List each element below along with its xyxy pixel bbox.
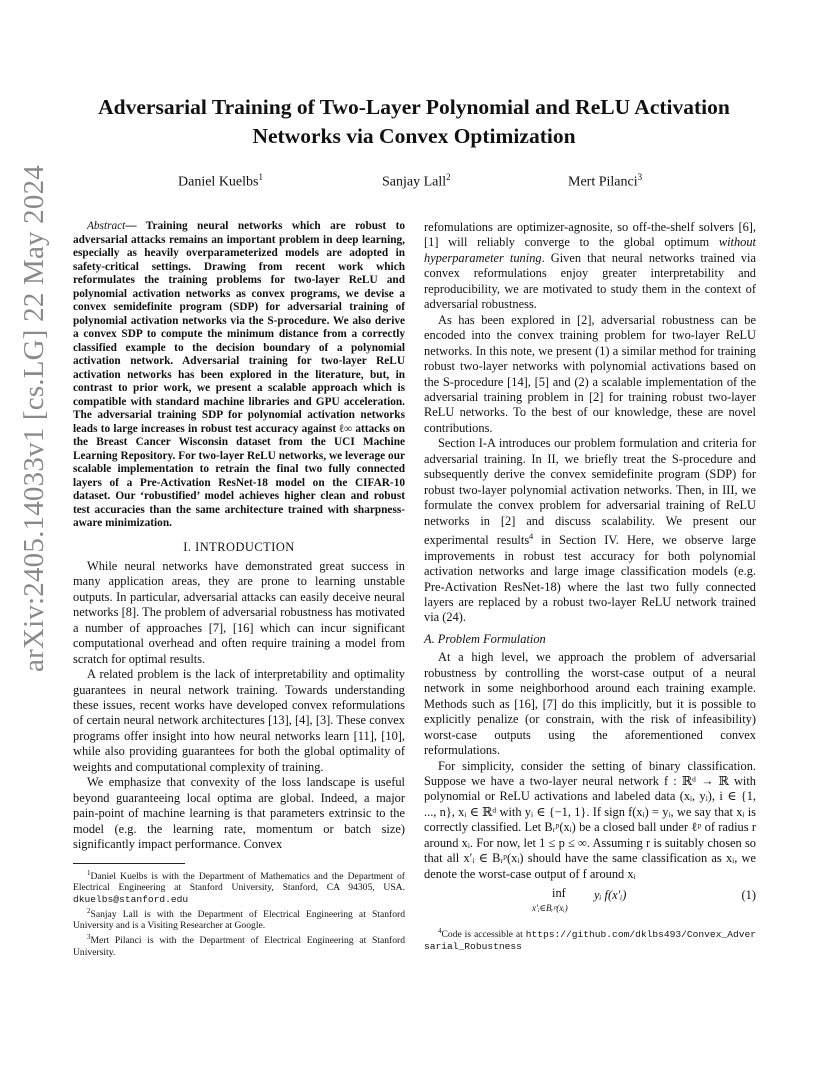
footnote-url[interactable]: https://github.com/dklbs493/Convex_Adversarial_Robustness bbox=[424, 929, 756, 952]
right-paragraph-3 bbox=[424, 436, 756, 626]
author-name: Sanjay Lall bbox=[382, 174, 447, 190]
right-column bbox=[424, 220, 756, 953]
footnote-mark: 2 bbox=[87, 906, 91, 915]
abstract-text: — Training neural networks which are robust to adversarial attacks remains an important problem in deep learning, especially as heavily overparameterized models are adopted in safety-critical settings. Drawing from recent work which reformulates the training problems for two-layer ReLU and polynomial activation networks as convex programs, we devise a convex semidefinite program (SDP) for adversarial training of polynomial activation networks via the S-procedure. We also derive a convex SDP to compute the minimum distance from a correctly classified example to the decision boundary of a polynomial activation network. Adversarial training for two-layer ReLU activation networks has been explored in the literature, but, in contrast to prior work, we present a scalable approach which is compatible with standard machine libraries and GPU acceleration. The adversarial training SDP for polynomial activation networks leads to large increases in robust test accuracy against ℓ∞ attacks on the Breast Cancer Wisconsin dataset from the UCI Machine Learning Repository. For two-layer ReLU networks, we leverage our scalable implementation to retrain the final two fully connected layers of a Pre-Activation ResNet-18 model on the CIFAR-10 dataset. Our ‘robustified’ model achieves higher clean and robust test accuracies than the same architecture trained with sharpness-aware minimization. bbox=[73, 220, 405, 529]
right-paragraph-2: As has been explored in [2], adversarial robustness can be encoded into the convex training problem for two-layer ReLU networks. In this note, we present (1) a similar method for training robust two-layer networks with polynomial activations based on the S-procedure [14], [5] and (2) a scalable implementation of the adversarial training problem in [2] for training robust two-layer ReLU networks. To the best of our knowledge, these are novel contributions. bbox=[424, 312, 756, 435]
author-mark: 2 bbox=[446, 172, 451, 182]
footnote-mark: 3 bbox=[87, 932, 91, 941]
footnote-2 bbox=[73, 906, 405, 932]
paragraph-text: refomulations are optimizer-agnosite, so off-the-shelf solvers [6], [1] will reliably converge to the global optimum bbox=[424, 220, 756, 250]
arxiv-identifier: arXiv:2405.14033v1 [cs.LG] 22 May 2024 bbox=[18, 165, 50, 672]
author-mark: 3 bbox=[637, 172, 643, 182]
paragraph-text: . Given that neural networks trained via convex reformulations enjoy greater interpretability and reproducibility, we are motivated to study them in the context of adversarial robustness. bbox=[424, 250, 756, 312]
author-2 bbox=[382, 172, 451, 191]
equation-body: yᵢ f(x′ᵢ) bbox=[594, 888, 627, 903]
author-name: Daniel Kuelbs bbox=[178, 174, 259, 190]
footnote-1 bbox=[73, 868, 405, 906]
footnote-mark: 4 bbox=[438, 927, 442, 936]
abstract bbox=[73, 220, 405, 531]
subsection-heading: A. Problem Formulation bbox=[424, 631, 546, 646]
footnote-mark: 1 bbox=[87, 868, 91, 877]
author-1 bbox=[178, 172, 263, 191]
footnote-text: Mert Pilanci is with the Department of Electrical Engineering at Stanford University. bbox=[73, 935, 405, 958]
footnote-text: Daniel Kuelbs is with the Department of Mathematics and the Department of Electrical Engineering at Stanford University, Stanford, CA 94305, USA. bbox=[73, 870, 405, 894]
intro-paragraph-3: We emphasize that convexity of the loss landscape is useful beyond guaranteeing local optima are global. Indeed, a major pain-point of machine learning is that parameters extrinsic to the model (e.g. the learning rate, momentum or batch size) significantly impact performance. Convex bbox=[73, 775, 405, 852]
equation-1 bbox=[424, 886, 756, 920]
intro-paragraph-2: A related problem is the lack of interpretability and optimality guarantees in neural network training. Towards understanding these issues, recent works have developed convex reformulations of certain neural network architectures [13], [4], [3]. These convex programs offer insight into how neural networks learn [11], [10], while also providing guarantees for both the global optimality of weights and computational complexity of training. bbox=[73, 667, 405, 774]
footnote-3 bbox=[73, 932, 405, 958]
paper-title: Adversarial Training of Two-Layer Polynomial and ReLU Activation Networks via Convex Optimization bbox=[98, 95, 730, 148]
paragraph-text: Section I-A introduces our problem formulation and criteria for adversarial training. In II, we briefly treat the S-procedure and subsequently derive the convex semidefinite program (SDP) for robust two-layer polynomial activation networks. Then, in III, we formulate the convex problem for adversarial training of ReLU networks in [2] and discuss scalability. We present our experimental results bbox=[424, 436, 756, 548]
right-paragraph-4: At a high level, we approach the problem of adversarial robustness by controlling the worst-case output of a neural network in some neighborhood around each training example. Methods such as [16], [7] do this implicitly, but it is possible to explicitly penalize (or constrain, with the risk of infeasibility) worst-case outputs using the aforementioned convex reformulations. bbox=[424, 650, 756, 758]
author-3 bbox=[568, 172, 642, 191]
paragraph-text: in Section IV. Here, we observe large improvements in robust test accuracy for both polynomial activation networks and large image classification models (e.g. Pre-Activation ResNet-18) where the last two fully connected layers are replaced by a robust two-layer ReLU network trained via (24). bbox=[424, 533, 756, 625]
footnote-email[interactable]: dkuelbs@stanford.edu bbox=[73, 893, 189, 905]
intro-paragraph-1: While neural networks have demonstrated great success in many application areas, they are prone to learning unstable outputs. In particular, adversarial attacks can easily deceive neural networks [8]. The problem of adversarial robustness has motivated a number of approaches [7], [16] which can incur significant computational overhead and often require training a model from scratch for optimal results. bbox=[73, 558, 405, 666]
equation-operator: inf bbox=[552, 886, 566, 901]
equation-number: (1) bbox=[741, 888, 756, 903]
equation-subscript: x′ᵢ∈Bᵣᵖ(xᵢ) bbox=[532, 903, 568, 914]
footnote-text: Sanjay Lall is with the Department of Electrical Engineering at Stanford University and is a Visiting Researcher at Google. bbox=[73, 908, 405, 932]
footnote-4 bbox=[424, 926, 756, 952]
footnote-text: Code is accessible at bbox=[441, 929, 523, 941]
author-name: Mert Pilanci bbox=[568, 174, 638, 190]
author-mark: 1 bbox=[258, 172, 263, 182]
right-paragraph-1 bbox=[424, 220, 756, 313]
abstract-label: Abstract bbox=[87, 220, 126, 232]
left-column bbox=[73, 220, 405, 958]
footnote-divider bbox=[73, 863, 185, 864]
footnote-ref[interactable]: 4 bbox=[529, 532, 534, 542]
right-paragraph-5: For simplicity, consider the setting of binary classification. Suppose we have a two-layer neural network f : ℝᵈ → ℝ with polynomial or ReLU activations and labeled data (xᵢ, yᵢ), i ∈ {1, ..., n}, xᵢ ∈ ℝᵈ with yᵢ ∈ {−1, 1}. If sign f(xᵢ) = yᵢ, we say that xᵢ is correctly classified. Let Bᵣᵖ(xᵢ) be a closed ball under ℓᵖ of radius r around xᵢ. For now, let 1 ≤ p ≤ ∞. Assuming r is suitably chosen so that all x′ᵢ ∈ Bᵣᵖ(xᵢ) should have the same classification as xᵢ, we denote the worst-case output of f around xᵢ bbox=[424, 758, 756, 881]
paragraph-emphasis: without hyperparameter tuning bbox=[424, 235, 756, 265]
section-heading: I. INTRODUCTION bbox=[183, 539, 295, 554]
